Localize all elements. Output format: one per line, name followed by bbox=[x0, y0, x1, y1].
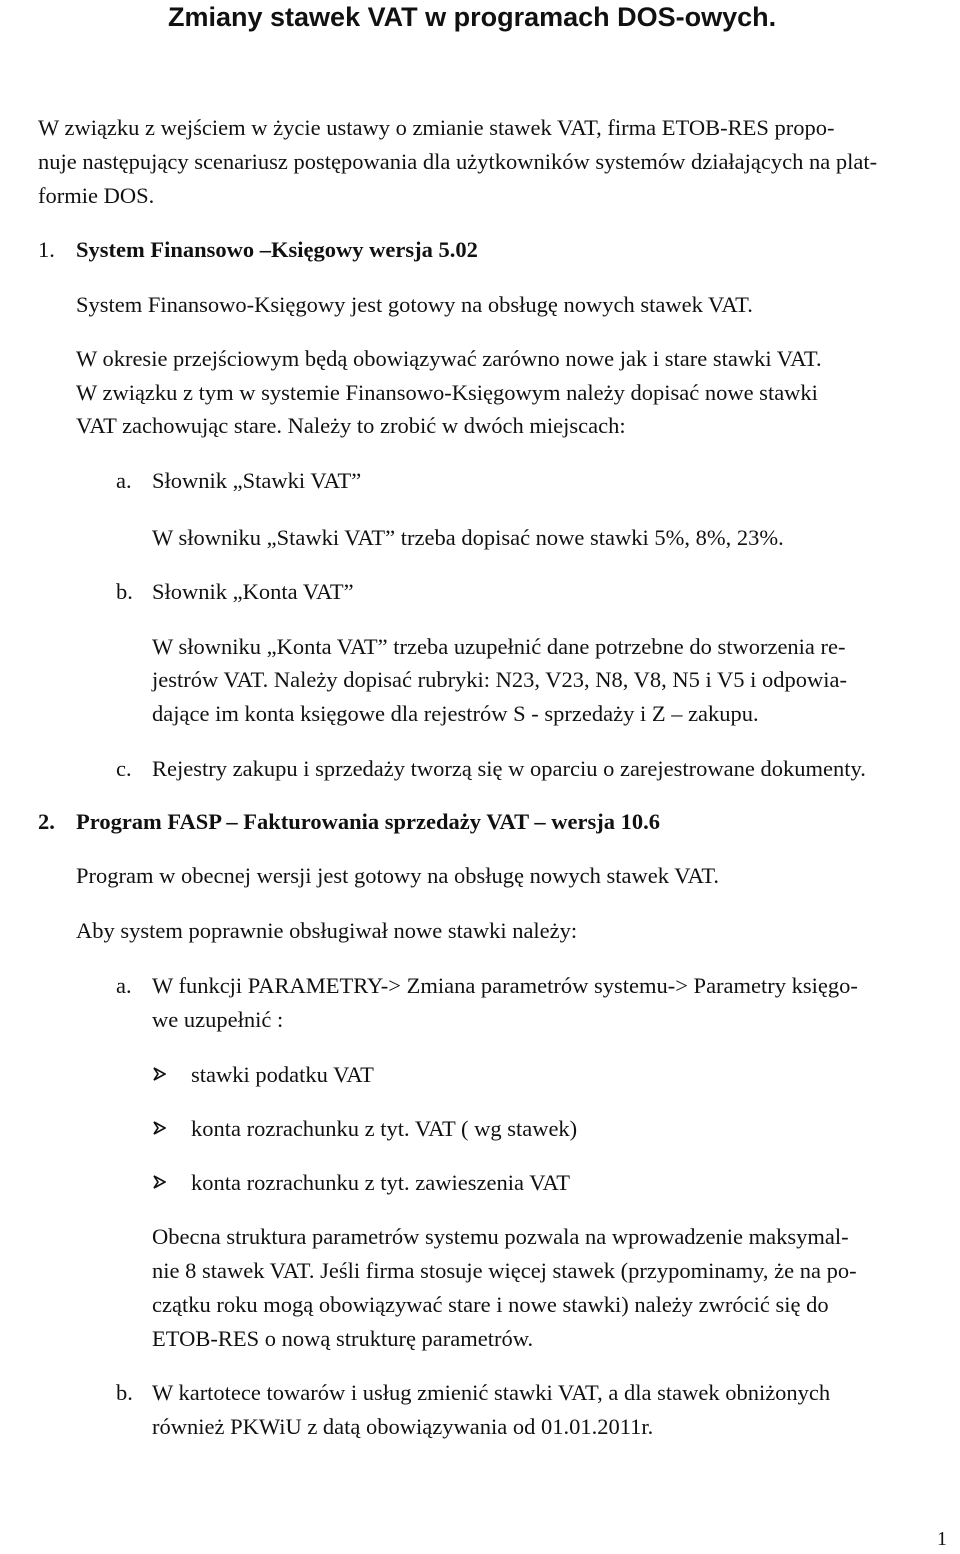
item-1b-text-line-1: W słowniku „Konta VAT” trzeba uzupełnić dane potrzebne do stworzenia re- bbox=[152, 634, 846, 659]
bullet-item-1: stawki podatku VAT bbox=[191, 1062, 374, 1087]
item-1b-marker: b. bbox=[116, 579, 133, 604]
section-2-number: 2. bbox=[38, 809, 55, 834]
section-1-paragraph-2-line-1: W okresie przejściowym będą obowiązywać zarówno nowe jak i stare stawki VAT. bbox=[76, 346, 822, 371]
section-1-paragraph-1: System Finansowo-Księgowy jest gotowy na obsługę nowych stawek VAT. bbox=[76, 292, 753, 317]
section-1-number: 1. bbox=[38, 237, 55, 262]
note-line-3: czątku roku mogą obowiązywać stare i nowe stawki) należy zwrócić się do bbox=[152, 1292, 829, 1317]
arrowhead-bullet-icon bbox=[153, 1121, 166, 1135]
item-2a-text-line-1: W funkcji PARAMETRY-> Zmiana parametrów systemu-> Parametry księgo- bbox=[152, 973, 858, 998]
section-2-heading: Program FASP – Fakturowania sprzedaży VAT – wersja 10.6 bbox=[76, 809, 660, 834]
arrowhead-bullet-icon bbox=[153, 1175, 166, 1189]
arrowhead-bullet-icon bbox=[153, 1067, 166, 1081]
section-1-heading: System Finansowo –Księgowy wersja 5.02 bbox=[76, 237, 478, 262]
item-2a-marker: a. bbox=[116, 973, 132, 998]
item-1b-heading: Słownik „Konta VAT” bbox=[152, 579, 354, 604]
page-number: 1 bbox=[937, 1528, 947, 1550]
item-1a-text: W słowniku „Stawki VAT” trzeba dopisać nowe stawki 5%, 8%, 23%. bbox=[152, 525, 784, 550]
item-2b-text-line-2: również PKWiU z datą obowiązywania od 01.01.2011r. bbox=[152, 1414, 654, 1439]
intro-line-2: nuje następujący scenariusz postępowania dla użytkowników systemów działających na plat- bbox=[38, 149, 878, 174]
note-line-4: ETOB-RES o nową strukturę parametrów. bbox=[152, 1326, 534, 1351]
item-2a-text-line-2: we uzupełnić : bbox=[152, 1007, 284, 1032]
item-1b-text-line-3: dające im konta księgowe dla rejestrów S - sprzedaży i Z – zakupu. bbox=[152, 701, 759, 726]
bullet-item-2: konta rozrachunku z tyt. VAT ( wg stawek) bbox=[191, 1116, 578, 1141]
item-2b-marker: b. bbox=[116, 1380, 133, 1405]
intro-line-1: W związku z wejściem w życie ustawy o zmianie stawek VAT, firma ETOB-RES propo- bbox=[38, 115, 835, 140]
page-title: Zmiany stawek VAT w programach DOS-owych. bbox=[168, 2, 777, 32]
bullet-item-3: konta rozrachunku z tyt. zawieszenia VAT bbox=[191, 1170, 571, 1195]
item-2b-text-line-1: W kartotece towarów i usług zmienić stawki VAT, a dla stawek obniżonych bbox=[152, 1380, 831, 1405]
section-2-paragraph-2: Aby system poprawnie obsługiwał nowe stawki należy: bbox=[76, 918, 578, 943]
section-2-paragraph-1: Program w obecnej wersji jest gotowy na obsługę nowych stawek VAT. bbox=[76, 863, 720, 888]
item-1b-text-line-2: jestrów VAT. Należy dopisać rubryki: N23, V23, N8, V8, N5 i V5 i odpowia- bbox=[152, 667, 847, 692]
section-1-paragraph-2-line-2: W związku z tym w systemie Finansowo-Księgowym należy dopisać nowe stawki bbox=[76, 380, 818, 405]
section-1-paragraph-2-line-3: VAT zachowując stare. Należy to zrobić w dwóch miejscach: bbox=[76, 413, 626, 438]
note-line-2: nie 8 stawek VAT. Jeśli firma stosuje więcej stawek (przypominamy, że na po- bbox=[152, 1258, 857, 1283]
intro-line-3: formie DOS. bbox=[38, 183, 155, 208]
note-line-1: Obecna struktura parametrów systemu pozwala na wprowadzenie maksymal- bbox=[152, 1224, 849, 1249]
item-1c-heading: Rejestry zakupu i sprzedaży tworzą się w oparciu o zarejestrowane dokumenty. bbox=[152, 756, 866, 781]
item-1a-heading: Słownik „Stawki VAT” bbox=[152, 468, 362, 493]
item-1a-marker: a. bbox=[116, 468, 132, 493]
item-1c-marker: c. bbox=[116, 756, 132, 781]
